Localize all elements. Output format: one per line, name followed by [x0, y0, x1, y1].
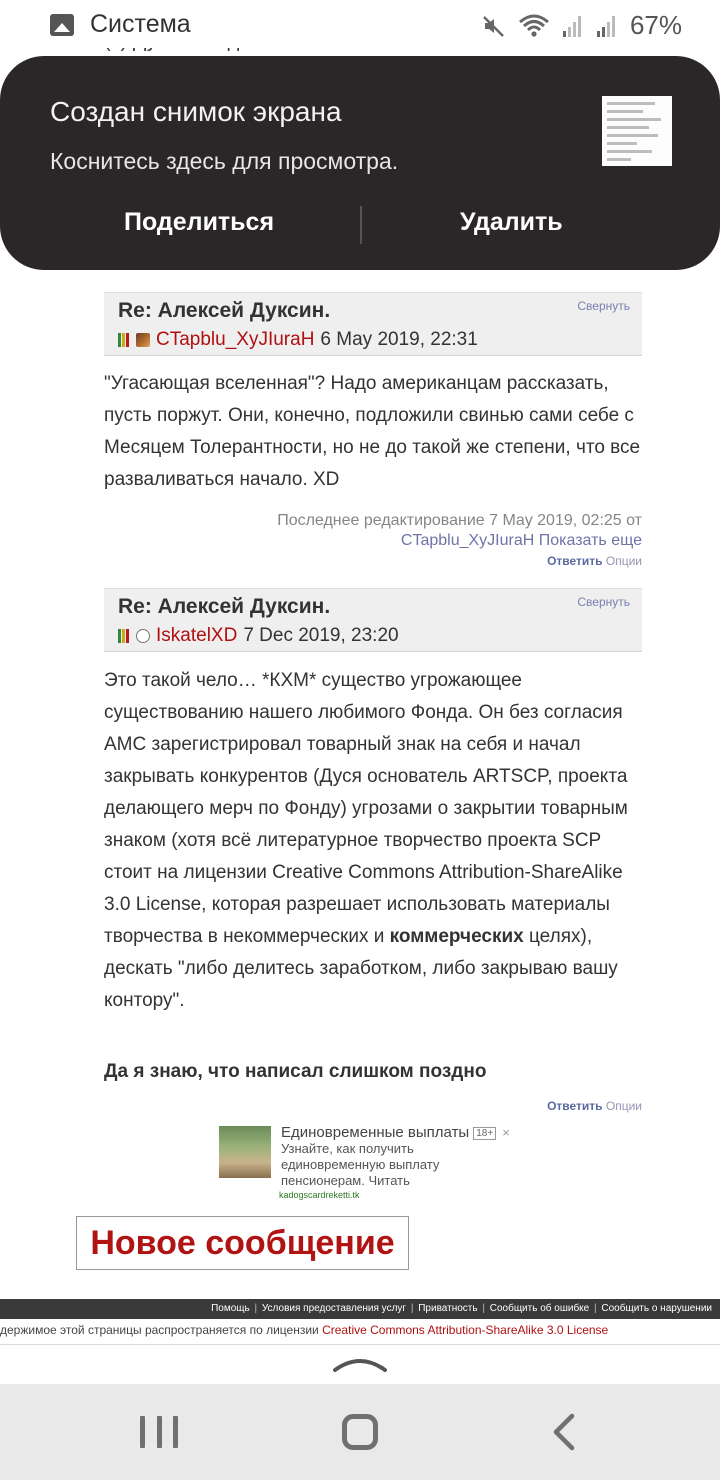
- license-notice: [0, 1323, 720, 1337]
- screenshot-thumbnail[interactable]: [602, 96, 672, 166]
- share-button[interactable]: Поделиться: [124, 208, 275, 236]
- avatar[interactable]: [136, 629, 150, 643]
- close-icon[interactable]: ×: [502, 1125, 510, 1140]
- post-body: "Угасающая вселенная"? Надо американцам рассказать, пусть поржут. Они, конечно, подложили свинью сами себе с Месяцем Толерантности, но не до такой же степени, что все разваливаться начало. XD: [104, 373, 641, 490]
- ad-age-badge: 18+: [473, 1127, 496, 1140]
- post-text: Это такой чело… *КХМ* существо угрожающее существованию нашего любимого Фонда. Он без согласия АМС зарегистрировал товарный знак на себя и начал закрывать конкурентов (Дуся основатель ARTSCP, проекта делающего мерч по Фонду) угрозами о закрытии товарным знаком (хотя всё литературное творчество проекта SCP стоит на лицензии Creative Commons Attribution-ShareAlike 3.0 License, которая разрешает использовать материалы творчества в некоммерческих и: [104, 670, 628, 947]
- post-bold-line: Да я знаю, что написал слишком поздно: [104, 1061, 487, 1082]
- show-more-link[interactable]: Показать еще: [538, 532, 642, 549]
- footer-link-terms[interactable]: Условия предоставления услуг: [261, 1303, 407, 1314]
- author-link[interactable]: IskatelXD: [156, 625, 238, 646]
- mute-icon: [482, 14, 506, 38]
- reply-link[interactable]: Ответить: [547, 554, 603, 568]
- avatar[interactable]: [136, 333, 150, 347]
- reply-link[interactable]: Ответить: [547, 1099, 603, 1113]
- footer-links: Помощь | Условия предоставления услуг | Приватность | Сообщить об ошибке | Сообщить о нарушении: [0, 1299, 720, 1319]
- post-header: [104, 588, 642, 652]
- post-meta: [118, 329, 478, 351]
- author-link[interactable]: CTapblu_XyJIuraH: [156, 329, 315, 350]
- notification-title: Создан снимок экрана: [50, 96, 342, 127]
- footer-link-report-abuse[interactable]: Сообщить о нарушении: [601, 1303, 712, 1314]
- post-date: 7 Dec 2019, 23:20: [243, 625, 399, 646]
- license-link[interactable]: Creative Commons Attribution-ShareAlike 3.0 License: [322, 1323, 609, 1337]
- ad-title-text[interactable]: Единовременные выплаты: [281, 1124, 470, 1141]
- battery-level: 67%: [629, 10, 682, 40]
- notification-subtitle: Коснитесь здесь для просмотра.: [50, 148, 399, 174]
- delete-button[interactable]: Удалить: [460, 208, 563, 236]
- status-bar: [0, 0, 720, 48]
- options-link[interactable]: Опции: [605, 1099, 642, 1113]
- license-prefix: держимое этой страницы распространяется по лицензии: [0, 1323, 319, 1337]
- post-text: целях), дескать "либо делитесь заработком, либо закрываю вашу контору".: [104, 926, 618, 1011]
- button-divider: [360, 206, 362, 244]
- home-icon[interactable]: [342, 1414, 378, 1450]
- navigation-bar: [0, 1384, 720, 1480]
- image-icon: [50, 14, 74, 36]
- edit-prefix: Последнее редактирование 7 May 2019, 02:25 от: [277, 512, 642, 529]
- footer-link-report-bug[interactable]: Сообщить об ошибке: [489, 1303, 590, 1314]
- edit-info: [222, 511, 642, 551]
- post-body: [104, 665, 644, 1017]
- post-options: [547, 1099, 642, 1113]
- post-text-bold: коммерческих: [389, 926, 524, 947]
- wifi-icon: [518, 13, 550, 39]
- collapse-link[interactable]: Свернуть: [577, 299, 630, 313]
- new-message-button[interactable]: Новое сообщение: [76, 1216, 409, 1270]
- ad-title[interactable]: [281, 1124, 510, 1141]
- chevron-up-icon[interactable]: [333, 1356, 387, 1372]
- ad-domain[interactable]: kadogscardreketti.tk: [279, 1190, 360, 1200]
- footer-link-help[interactable]: Помощь: [211, 1303, 250, 1314]
- post-options: [547, 554, 642, 568]
- post-meta: [118, 625, 399, 647]
- notification-app-title: Система: [90, 10, 191, 38]
- signal-icon: [562, 14, 584, 38]
- collapse-link[interactable]: Свернуть: [577, 595, 630, 609]
- karma-icon: [118, 333, 134, 347]
- options-link[interactable]: Опции: [605, 554, 642, 568]
- screenshot-notification[interactable]: [0, 56, 720, 270]
- status-left: [50, 10, 191, 39]
- footer-link-privacy[interactable]: Приватность: [418, 1303, 478, 1314]
- divider: [0, 1344, 720, 1345]
- ad-image[interactable]: [219, 1126, 271, 1178]
- post-date: 6 May 2019, 22:31: [320, 329, 478, 350]
- post-title: Re: Алексей Дуксин.: [118, 595, 331, 618]
- karma-icon: [118, 629, 134, 643]
- status-right: [482, 10, 682, 41]
- ad-text[interactable]: Узнайте, как получить единовременную выплату пенсионерам. Читать: [281, 1141, 440, 1188]
- edit-author-link[interactable]: CTapblu_XyJIuraH: [400, 532, 535, 549]
- post-title: Re: Алексей Дуксин.: [118, 299, 331, 322]
- signal-icon: [596, 14, 618, 38]
- recents-icon[interactable]: [140, 1416, 178, 1452]
- back-icon[interactable]: [548, 1412, 578, 1452]
- post-header: [104, 292, 642, 356]
